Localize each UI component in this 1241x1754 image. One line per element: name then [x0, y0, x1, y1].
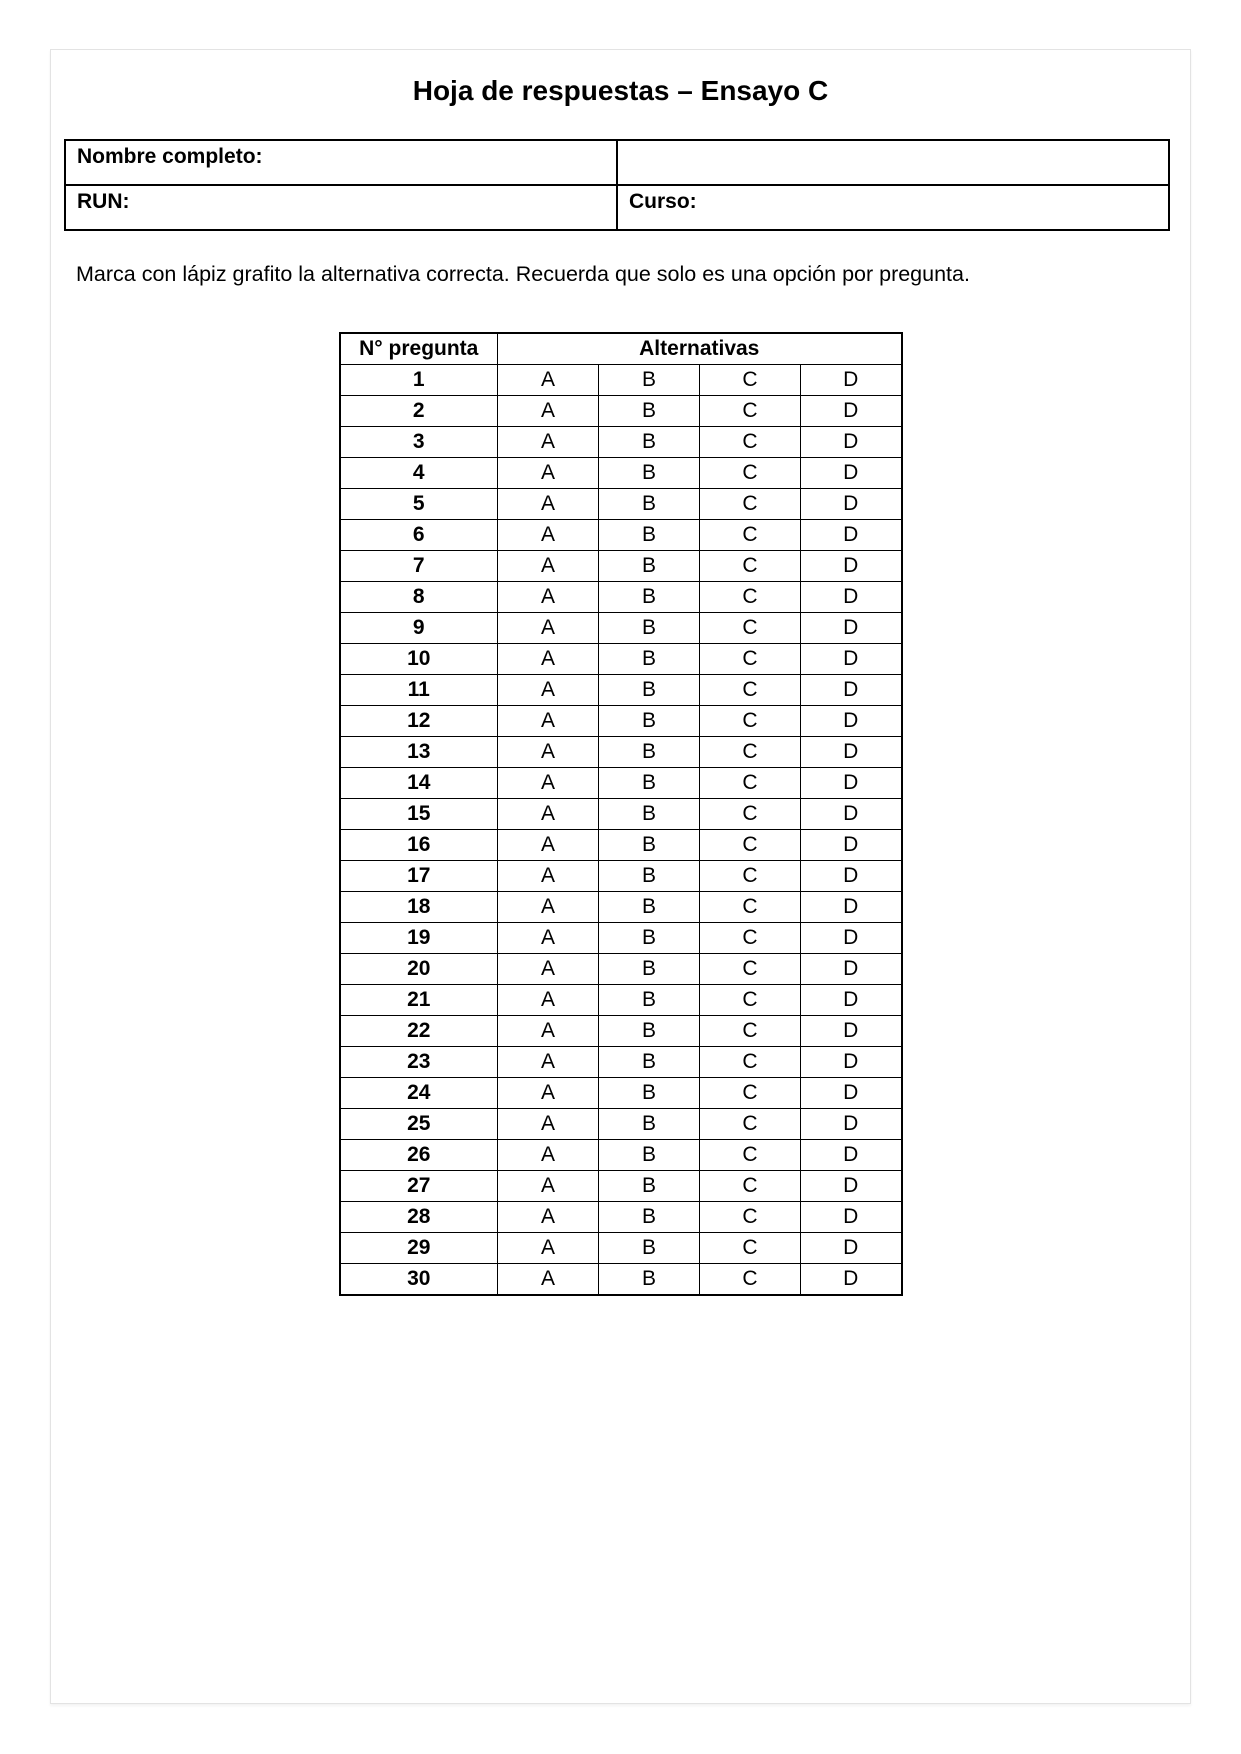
- answer-row: [340, 644, 902, 675]
- option-b-cell: B: [599, 1171, 700, 1202]
- option-a-cell: A: [498, 520, 599, 551]
- option-c-cell: C: [700, 861, 801, 892]
- option-a-cell: A: [498, 427, 599, 458]
- answer-row: [340, 830, 902, 861]
- option-d-cell: D: [801, 954, 902, 985]
- answer-row: [340, 954, 902, 985]
- question-header-cell: N° pregunta: [340, 333, 498, 365]
- alternatives-header-cell: Alternativas: [498, 333, 902, 365]
- question-number-cell: 18: [340, 892, 498, 923]
- question-number-cell: 13: [340, 737, 498, 768]
- option-d-cell: D: [801, 551, 902, 582]
- question-number-cell: 19: [340, 923, 498, 954]
- option-c-cell: C: [700, 1264, 801, 1296]
- option-c-cell: C: [700, 1171, 801, 1202]
- question-number-cell: 23: [340, 1047, 498, 1078]
- instruction-text: Marca con lápiz grafito la alternativa correcta. Recuerda que solo es una opción por pregunta.: [76, 262, 970, 286]
- option-a-cell: A: [498, 830, 599, 861]
- option-b-cell: B: [599, 551, 700, 582]
- name-label-cell: Nombre completo:: [65, 140, 617, 185]
- answer-row: [340, 675, 902, 706]
- option-b-cell: B: [599, 985, 700, 1016]
- question-number-cell: 21: [340, 985, 498, 1016]
- question-number-cell: 26: [340, 1140, 498, 1171]
- option-b-cell: B: [599, 1264, 700, 1296]
- answer-row: [340, 582, 902, 613]
- option-d-cell: D: [801, 706, 902, 737]
- option-a-cell: A: [498, 365, 599, 396]
- option-c-cell: C: [700, 768, 801, 799]
- question-number-cell: 28: [340, 1202, 498, 1233]
- question-number-cell: 24: [340, 1078, 498, 1109]
- option-a-cell: A: [498, 1202, 599, 1233]
- question-number-cell: 15: [340, 799, 498, 830]
- question-number-cell: 17: [340, 861, 498, 892]
- option-b-cell: B: [599, 861, 700, 892]
- option-a-cell: A: [498, 985, 599, 1016]
- answer-row: [340, 799, 902, 830]
- option-a-cell: A: [498, 613, 599, 644]
- option-a-cell: A: [498, 737, 599, 768]
- question-number-cell: 25: [340, 1109, 498, 1140]
- option-d-cell: D: [801, 458, 902, 489]
- option-d-cell: D: [801, 861, 902, 892]
- option-d-cell: D: [801, 1264, 902, 1296]
- option-c-cell: C: [700, 1233, 801, 1264]
- option-c-cell: C: [700, 396, 801, 427]
- option-c-cell: C: [700, 644, 801, 675]
- question-number-cell: 2: [340, 396, 498, 427]
- option-c-cell: C: [700, 582, 801, 613]
- page-title: Hoja de respuestas – Ensayo C: [412, 75, 829, 106]
- option-c-cell: C: [700, 458, 801, 489]
- option-d-cell: D: [801, 923, 902, 954]
- option-b-cell: B: [599, 1109, 700, 1140]
- curso-label-cell: Curso:: [617, 185, 1169, 230]
- option-d-cell: D: [801, 1202, 902, 1233]
- option-b-cell: B: [599, 613, 700, 644]
- option-a-cell: A: [498, 861, 599, 892]
- question-number-cell: 4: [340, 458, 498, 489]
- answer-row: [340, 861, 902, 892]
- option-b-cell: B: [599, 706, 700, 737]
- option-b-cell: B: [599, 923, 700, 954]
- option-a-cell: A: [498, 1233, 599, 1264]
- option-d-cell: D: [801, 644, 902, 675]
- option-a-cell: A: [498, 458, 599, 489]
- answer-row: [340, 1016, 902, 1047]
- option-d-cell: D: [801, 799, 902, 830]
- answer-row: [340, 1109, 902, 1140]
- answer-row: [340, 458, 902, 489]
- option-d-cell: D: [801, 613, 902, 644]
- answer-row: [340, 1171, 902, 1202]
- answer-row: [340, 365, 902, 396]
- answer-row: [340, 1202, 902, 1233]
- option-c-cell: C: [700, 675, 801, 706]
- answer-grid-table: [339, 332, 903, 1296]
- question-number-cell: 1: [340, 365, 498, 396]
- answer-grid-body: [340, 365, 902, 1296]
- question-number-cell: 3: [340, 427, 498, 458]
- option-b-cell: B: [599, 396, 700, 427]
- question-number-cell: 20: [340, 954, 498, 985]
- option-d-cell: D: [801, 427, 902, 458]
- option-a-cell: A: [498, 1109, 599, 1140]
- question-number-cell: 14: [340, 768, 498, 799]
- option-c-cell: C: [700, 737, 801, 768]
- info-row-run-curso: [65, 185, 1169, 230]
- option-d-cell: D: [801, 892, 902, 923]
- option-c-cell: C: [700, 365, 801, 396]
- option-c-cell: C: [700, 1016, 801, 1047]
- option-a-cell: A: [498, 675, 599, 706]
- option-b-cell: B: [599, 582, 700, 613]
- option-b-cell: B: [599, 892, 700, 923]
- option-b-cell: B: [599, 1202, 700, 1233]
- option-a-cell: A: [498, 892, 599, 923]
- option-a-cell: A: [498, 1047, 599, 1078]
- option-d-cell: D: [801, 1233, 902, 1264]
- option-c-cell: C: [700, 1202, 801, 1233]
- option-d-cell: D: [801, 1171, 902, 1202]
- student-info-table: [64, 139, 1170, 231]
- option-b-cell: B: [599, 427, 700, 458]
- answer-row: [340, 520, 902, 551]
- question-number-cell: 7: [340, 551, 498, 582]
- option-a-cell: A: [498, 396, 599, 427]
- option-b-cell: B: [599, 1016, 700, 1047]
- question-number-cell: 8: [340, 582, 498, 613]
- option-b-cell: B: [599, 644, 700, 675]
- option-a-cell: A: [498, 706, 599, 737]
- option-a-cell: A: [498, 1264, 599, 1296]
- option-c-cell: C: [700, 923, 801, 954]
- option-c-cell: C: [700, 706, 801, 737]
- option-b-cell: B: [599, 520, 700, 551]
- answer-row: [340, 737, 902, 768]
- answer-row: [340, 768, 902, 799]
- option-b-cell: B: [599, 768, 700, 799]
- answer-row: [340, 613, 902, 644]
- option-c-cell: C: [700, 830, 801, 861]
- option-a-cell: A: [498, 489, 599, 520]
- option-b-cell: B: [599, 675, 700, 706]
- document-page: [50, 49, 1191, 1704]
- answer-row: [340, 923, 902, 954]
- option-d-cell: D: [801, 1078, 902, 1109]
- info-row-name: [65, 140, 1169, 185]
- option-b-cell: B: [599, 1047, 700, 1078]
- option-b-cell: B: [599, 489, 700, 520]
- question-number-cell: 6: [340, 520, 498, 551]
- answer-row: [340, 1140, 902, 1171]
- option-c-cell: C: [700, 1078, 801, 1109]
- option-c-cell: C: [700, 427, 801, 458]
- option-d-cell: D: [801, 675, 902, 706]
- option-c-cell: C: [700, 551, 801, 582]
- question-number-cell: 27: [340, 1171, 498, 1202]
- option-a-cell: A: [498, 1078, 599, 1109]
- option-d-cell: D: [801, 520, 902, 551]
- option-d-cell: D: [801, 1109, 902, 1140]
- answer-grid-header-row: [340, 333, 902, 365]
- option-a-cell: A: [498, 1171, 599, 1202]
- answer-row: [340, 892, 902, 923]
- question-number-cell: 16: [340, 830, 498, 861]
- option-b-cell: B: [599, 1140, 700, 1171]
- option-a-cell: A: [498, 954, 599, 985]
- option-b-cell: B: [599, 1233, 700, 1264]
- option-c-cell: C: [700, 799, 801, 830]
- option-b-cell: B: [599, 799, 700, 830]
- option-d-cell: D: [801, 365, 902, 396]
- name-value-cell: [617, 140, 1169, 185]
- option-b-cell: B: [599, 458, 700, 489]
- option-d-cell: D: [801, 768, 902, 799]
- option-d-cell: D: [801, 489, 902, 520]
- option-b-cell: B: [599, 954, 700, 985]
- option-c-cell: C: [700, 985, 801, 1016]
- option-a-cell: A: [498, 1016, 599, 1047]
- option-d-cell: D: [801, 737, 902, 768]
- answer-row: [340, 1047, 902, 1078]
- option-a-cell: A: [498, 799, 599, 830]
- question-number-cell: 5: [340, 489, 498, 520]
- answer-row: [340, 551, 902, 582]
- question-number-cell: 10: [340, 644, 498, 675]
- option-a-cell: A: [498, 768, 599, 799]
- option-c-cell: C: [700, 954, 801, 985]
- option-b-cell: B: [599, 1078, 700, 1109]
- option-d-cell: D: [801, 582, 902, 613]
- option-b-cell: B: [599, 737, 700, 768]
- answer-row: [340, 1078, 902, 1109]
- question-number-cell: 9: [340, 613, 498, 644]
- question-number-cell: 22: [340, 1016, 498, 1047]
- option-c-cell: C: [700, 1109, 801, 1140]
- option-a-cell: A: [498, 582, 599, 613]
- question-number-cell: 12: [340, 706, 498, 737]
- option-c-cell: C: [700, 1047, 801, 1078]
- answer-row: [340, 427, 902, 458]
- option-a-cell: A: [498, 1140, 599, 1171]
- option-c-cell: C: [700, 489, 801, 520]
- answer-row: [340, 1233, 902, 1264]
- option-a-cell: A: [498, 644, 599, 675]
- option-c-cell: C: [700, 1140, 801, 1171]
- option-b-cell: B: [599, 365, 700, 396]
- option-d-cell: D: [801, 830, 902, 861]
- option-d-cell: D: [801, 1016, 902, 1047]
- option-d-cell: D: [801, 1140, 902, 1171]
- option-a-cell: A: [498, 551, 599, 582]
- option-d-cell: D: [801, 396, 902, 427]
- answer-row: [340, 489, 902, 520]
- question-number-cell: 29: [340, 1233, 498, 1264]
- option-c-cell: C: [700, 613, 801, 644]
- option-c-cell: C: [700, 892, 801, 923]
- answer-row: [340, 706, 902, 737]
- option-d-cell: D: [801, 1047, 902, 1078]
- answer-row: [340, 1264, 902, 1296]
- run-label-cell: RUN:: [65, 185, 617, 230]
- question-number-cell: 11: [340, 675, 498, 706]
- option-a-cell: A: [498, 923, 599, 954]
- question-number-cell: 30: [340, 1264, 498, 1296]
- option-d-cell: D: [801, 985, 902, 1016]
- answer-row: [340, 396, 902, 427]
- option-b-cell: B: [599, 830, 700, 861]
- answer-row: [340, 985, 902, 1016]
- option-c-cell: C: [700, 520, 801, 551]
